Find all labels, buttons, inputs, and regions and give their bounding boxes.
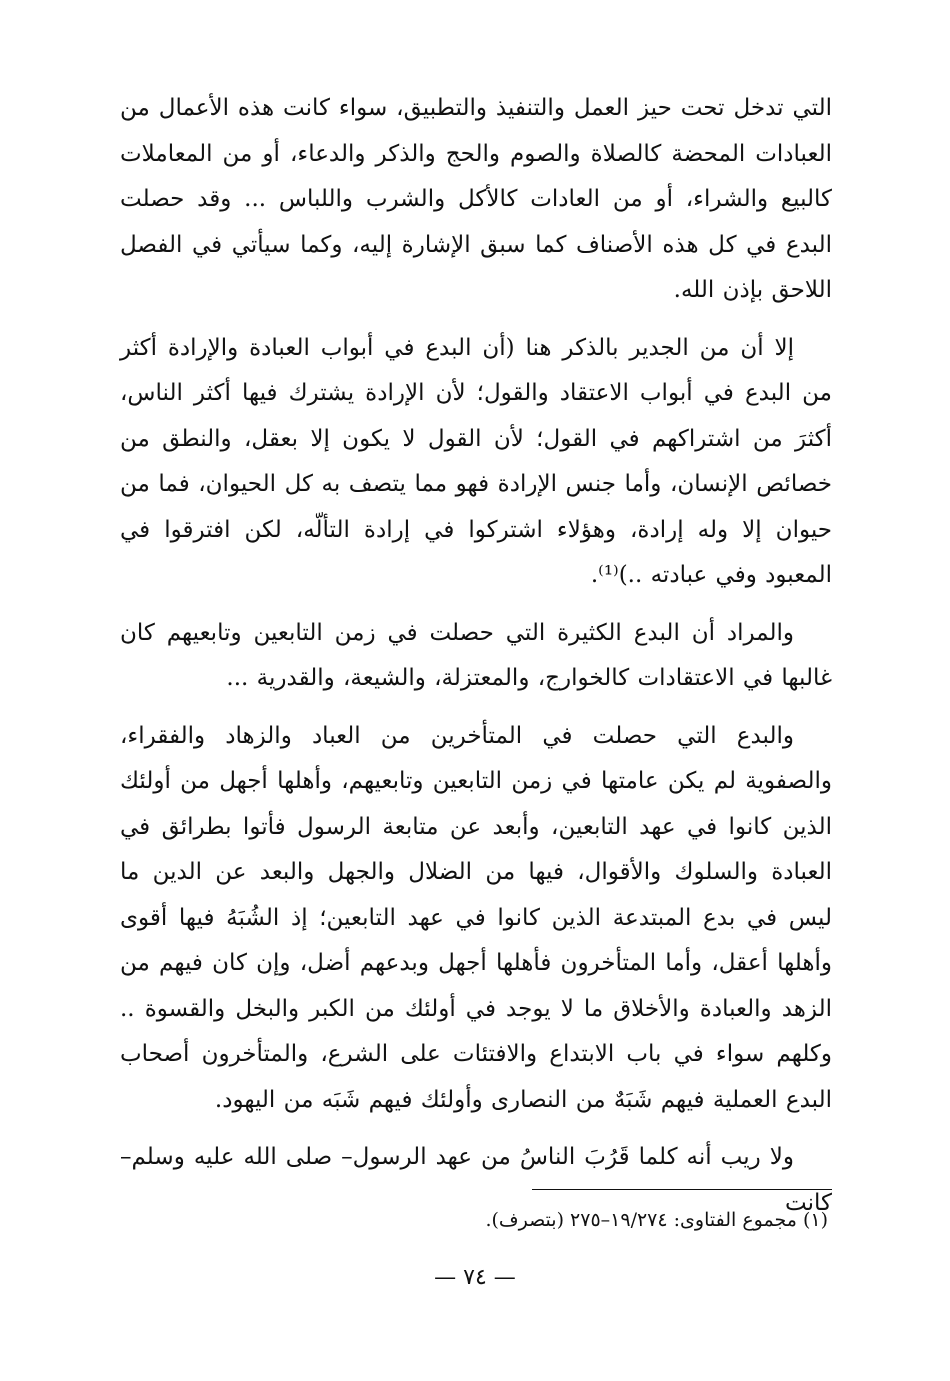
paragraph-1: التي تدخل تحت حيز العمل والتنفيذ والتطبيق، سواء كانت هذه الأعمال من العبادات المحضة كالصلاة والصوم والحج والذكر والدعاء، أو من المعاملات كالبيع والشراء، أو من العادات كالأكل والشرب واللباس ... وقد حصلت البدع في كل هذه الأصناف كما سبق الإشارة إليه، وكما سيأتي في الفصل اللاحق بإذن الله. <box>120 95 832 303</box>
paragraph-5: ولا ريب أنه كلما قَرُبَ الناسُ من عهد الرسول– صلى الله عليه وسلم– كانت <box>120 1144 832 1216</box>
paragraph-3: والمراد أن البدع الكثيرة التي حصلت في زمن التابعين وتابعيهم كان غالبها في الاعتقادات كالخوارج، والمعتزلة، والشيعة، والقدرية ... <box>120 619 832 691</box>
page-number: — ٧٤ — <box>434 1265 516 1290</box>
footnote-divider <box>532 1189 832 1190</box>
paragraph-4: والبدع التي حصلت في المتأخرين من العباد والزهاد والفقراء، والصفوية لم يكن عامتها في زمن التابعين وتابعيهم، وأهلها أجهل من أولئك الذين كانوا في عهد التابعين، وأبعد عن متابعة الرسول فأتوا بطرائق في العبادة والسلوك والأقوال، فيها من الضلال والجهل والبعد عن الدين ما ليس في بدع المبتدعة الذين كانوا في عهد التابعين؛ إذ الشُبَهُ فيها أقوى وأهلها أعقل، وأما المتأخرون فأهلها أجهل وبدعهم أضل، وإن كان فيهم من الزهد والعبادة والأخلاق ما لا يوجد في أولئك من الكبر والبخل والقسوة .. وكلهم سواء في باب الابتداع والافتئات على الشرع، والمتأخرون أصحاب البدع العملية فيهم شَبَهٌ من النصارى وأولئك فيهم شَبَه من اليهود. <box>120 722 832 1113</box>
paragraph-2: إلا أن من الجدير بالذكر هنا (أن البدع في أبواب العبادة والإرادة أكثر من البدع في أبواب الاعتقاد والقول؛ لأن الإرادة يشترك فيها أكثر الناس، أكثرَ من اشتراكهم في القول؛ لأن القول لا يكون إلا بعقل، والنطق من خصائص الإنسان، وأما جنس الإرادة فهو مما يتصف به كل الحيوان، فما من حيوان إلا وله إرادة، وهؤلاء اشتركوا في إرادة التألّه، لكن افترقوا في المعبود وفي عبادته ..)⁽¹⁾. <box>120 334 832 588</box>
main-text <box>120 86 832 1238</box>
footnote: (١) مجموع الفتاوى: ١٩/٢٧٤–٢٧٥ (بتصرف). <box>485 1209 828 1231</box>
